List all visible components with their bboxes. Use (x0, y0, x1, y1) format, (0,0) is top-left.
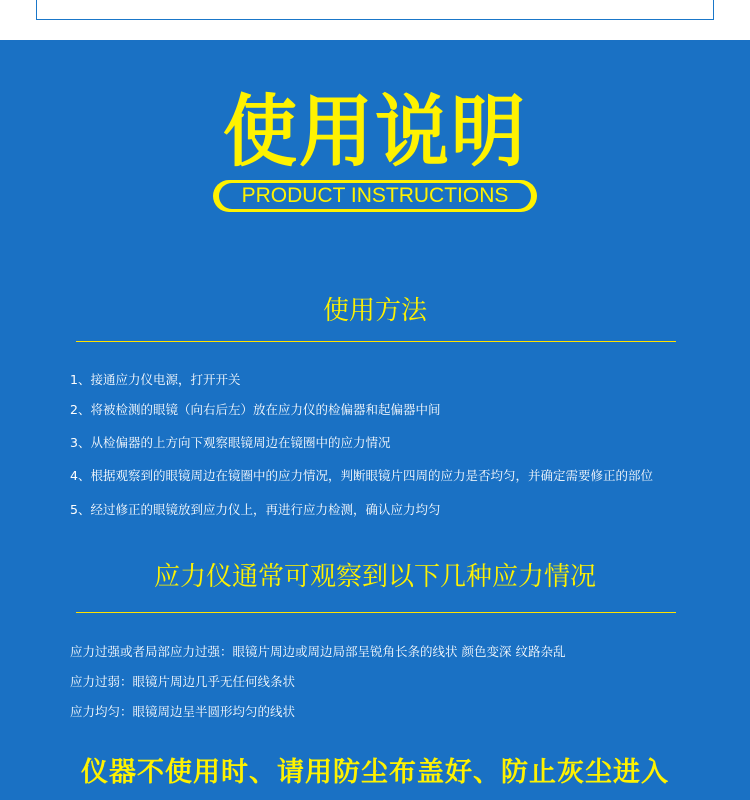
stress-item: 应力过强或者局部应力过强：眼镜片周边或周边局部呈锐角长条的线状 颜色变深 纹路杂乱 (70, 644, 566, 659)
usage-step: 4、根据观察到的眼镜周边在镜圈中的应力情况，判断眼镜片四周的应力是否均匀，并确定需要修正的部位 (70, 468, 653, 483)
top-white-strip (0, 0, 750, 40)
subtitle-pill (213, 180, 537, 212)
page-title: 使用说明 (223, 86, 527, 178)
usage-section-title: 使用方法 (322, 296, 427, 326)
usage-step: 1、接通应力仪电源，打开开关 (70, 372, 241, 387)
usage-step: 2、将被检测的眼镜（向右后左）放在应力仪的检偏器和起偏器中间 (70, 402, 441, 417)
stress-divider (76, 612, 676, 613)
usage-step: 3、从检偏器的上方向下观察眼镜周边在镜圈中的应力情况 (70, 435, 391, 450)
subtitle-text: PRODUCT INSTRUCTIONS (219, 183, 531, 209)
top-frame-box (36, 0, 714, 20)
stress-item: 应力过弱：眼镜片周边几乎无任何线条状 (70, 674, 296, 689)
stress-item: 应力均匀：眼镜周边呈半圆形均匀的线状 (70, 704, 296, 719)
footer-notice: 仪器不使用时、请用防尘布盖好、防止灰尘进入 (81, 757, 669, 788)
stress-section-title: 应力仪通常可观察到以下几种应力情况 (153, 562, 596, 592)
usage-divider (76, 341, 676, 342)
usage-step: 5、经过修正的眼镜放到应力仪上，再进行应力检测，确认应力均匀 (70, 502, 441, 517)
